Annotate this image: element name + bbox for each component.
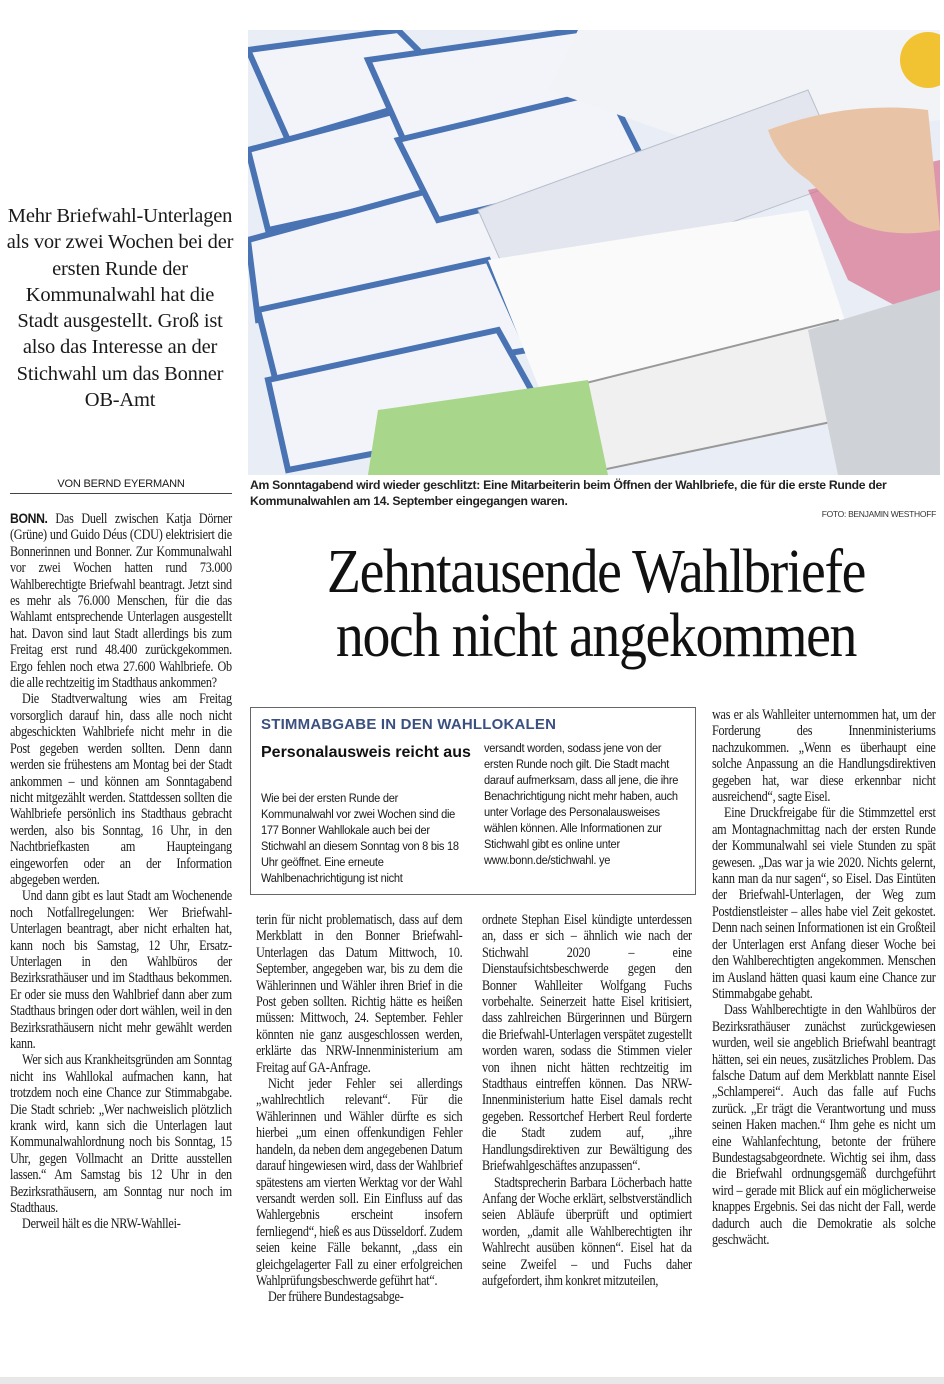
article-column-3 [482,912,692,1289]
teaser-text: Mehr Briefwahl-Unterlagen als vor zwei Wochen bei der ersten Runde der Kommunalwahl hat die Stadt ausgestellt. Groß ist also das Interesse an der Stichwahl um das Bonner OB-Amt [6,205,234,412]
paragraph: ordnete Stephan Eisel kündigte unterdessen an, dass er sich – ähnlich wie nach der Stichwahl 2020 – eine Dienstaufsichtsbeschwerde gegen den Bonner Wahlleiter Wolfgang Fuchs vorbehalte. Seinerzeit hatte Eisel kritisiert, dass zahlreichen Bürgerinnen und Bürgern die Briefwahl-Unterlagen verspätet zugestellt worden waren, sodass die Stimmen vieler von ihnen nicht hätten rechtzeitig im Stadthaus eintreffen können. Das NRW-Innenministerium hatte Eisel damals recht gegeben. Ressortchef Herbert Reul forderte die Stadt zudem auf, „ihre Handlungsdirektiven zur Bewältigung des Briefwahlgeschäftes anzupassen“. [482,912,692,1175]
paragraph: Die Stadtverwaltung wies am Freitag vorsorglich darauf hin, dass alle noch nicht abgeschickten Wahlbriefe nicht mehr in die Post gegeben werden sollten. Denn dann werden sie frühestens am Montag bei der Stadt ankommen – und können am Sonntagabend nicht mitgezählt werden. Stattdessen sollten die Wahlbriefe persönlich ins Stadthaus gebracht werden, also bis Sonntag, 16 Uhr, in den Nachtbriefkasten am Haupteingang eingeworfen oder an der Information abgegeben werden. [10,691,232,888]
photo-envelopes-image [248,30,940,475]
paragraph [10,511,232,691]
byline: VON BERND EYERMANN [10,478,232,494]
caption-text: Am Sonntagabend wird wieder geschlitzt: Eine Mitarbeiterin beim Öffnen der Wahlbriefe, die für die erste Runde der Kommunalwahlen am 14. September eingegangen waren. [250,478,887,508]
paragraph: Nicht jeder Fehler sei allerdings „wahlrechtlich relevant“. Für die Wählerinnen und Wähler dürfte es sich hierbei „um einen offenkundigen Fehler handeln, da neben dem angegebenen Datum darauf hingewiesen wird, dass der Wahlbrief spätestens am vierten Werktag vor der Wahl versandt werden soll. Ein Einfluss auf das Wahlergebnis erscheint insofern fernliegend“, hieß es aus Düsseldorf. Zudem seien keine Fälle bekannt, „dass ein gleichgelagerter Fall zu einer erfolgreichen Wahlprüfungsbeschwerde geführt hat“. [256,1076,463,1289]
paragraph-text: Das Duell zwischen Katja Dörner (Grüne) und Guido Déus (CDU) elektrisiert die Bonnerinnen und Bonner. Zur Kommunalwahl vor zwei Wochen hatten rund 73.000 Wahlberechtigte Briefwahl beantragt. Jetzt sind es mehr als 76.000 Menschen, für die das Wahlamt entsprechende Unterlagen ausgestellt hat. Davon sind laut Stadt allerdings bis zum Freitag erst rund 48.400 zurückgekommen. Ergo fehlen noch etwa 27.600 Wahlbriefe. Ob die alle rechtzeitig im Stadthaus ankommen? [10,511,232,692]
paragraph: Derweil hält es die NRW-Wahllei- [22,1216,181,1233]
info-box-subtitle: Personalausweis reicht aus [261,744,471,761]
paragraph: Dass Wahlberechtigte in den Wahlbüros der Bezirksrathäuser zunächst zurückgewiesen wurden, weil sie angeblich Briefwahl beantragt hätten, sei ein neues, zusätzliches Problem. Das falsche Datum auf dem Merkblatt nannte Eisel „Schlamperei“. Auch das falle auf Fuchs zurück. „Er trägt die Verantwortung und muss seinen Haken machen.“ Ihm gehe es nicht um eine Wahlanfechtung, betonte der frühere Bundestagsabgeordnete. Wichtig sei ihm, dass die Briefwahl ordnungsgemäß durchgeführt wird – gerade mit Blick auf ein möglicherweise knappes Ergebnis. Sei das nicht der Fall, werde dadurch auch die Demokratie als solche geschwächt. [712,1002,936,1248]
article-column-1 [10,511,232,1233]
info-box-body-2: versandt worden, sodass jene von der ersten Runde noch gilt. Die Stadt macht darauf aufmerksam, dass all jene, die ihre Benachrichtigung nicht mehr haben, auch unter Vorlage des Personalausweises wählen können. Alle Informationen zur Stichwahl gibt es online unter www.bonn.de/stichwahl. ye [484,741,679,867]
headline-line-1: Zehntausende Wahlbriefe [326,538,866,606]
info-box-title: STIMMABGABE IN DEN WAHLLOKALEN [261,716,557,733]
paragraph: terin für nicht problematisch, dass auf dem Merkblatt in den Bonner Briefwahl-Unterlagen das Datum Mittwoch, 10. September, angegeben war, bis zu dem die Wählerinnen und Wähler ihren Brief in die Post geben sollten. Richtig hätte es heißen müssen: Mittwoch, 24. September. Fehler könnten nie ganz ausgeschlossen werden, erklärte das NRW-Innenministerium am Freitag auf GA-Anfrage. [256,912,463,1076]
info-box-body-1: Wie bei der ersten Runde der Kommunalwahl vor zwei Wochen sind die 177 Bonner Wahllokale auch bei der Stichwahl an diesem Sonntag von 8 bis 18 Uhr geöffnet. Eine erneute Wahlbenachrichtigung ist nicht [261,791,459,885]
paragraph: Wer sich aus Krankheitsgründen am Sonntag nicht ins Wahllokal aufmachen kann, hat trotzdem noch eine Chance zur Stimmabgabe. Die Stadt schrieb: „Wer nachweislich plötzlich krank wird, kann sich die Unterlagen laut Kommunalwahlordnung noch bis Sonntag, 15 Uhr, gegen Vollmacht an Dritte ausstellen lassen.“ Am Samstag bis 12 Uhr in den Bezirksrathäusern, am Sonntag nur noch im Stadthaus. [10,1052,232,1217]
paragraph: Eine Druckfreigabe für die Stimmzettel erst am Montagnachmittag nach der ersten Runde der Kommunalwahl sei viele Stunden zu spät gewesen. „Das war ja wie 2020. Nichts gelernt, kann man da nur sagen“, so Eisel. Das Eintüten der Briefwahl-Unterlagen, der Weg zum Postdienstleister – alles habe viel Zeit gekostet. Denn nach seinen Informationen ist ein Großteil der Unterlagen erst Anfang dieser Woche bei den Wahlberechtigten angekommen. Menschen im Ausland hätten quasi kaum eine Chance zur Stimmabgabe gehabt. [712,805,936,1002]
photo-credit: FOTO: BENJAMIN WESTHOFF [821,509,936,519]
paragraph: Stadtsprecherin Barbara Löcherbach hatte Anfang der Woche erklärt, selbstverständlich seien Abläufe überprüft und optimiert worden, „damit alle Wahlberechtigten ihr Wahlrecht ausüben können“. Eisel hat da seine Zweifel – und Fuchs daher aufgefordert, ihm konkret mitzuteilen, [482,1174,692,1289]
dateline: BONN. [10,511,48,527]
headline [250,540,942,668]
headline-line-2: noch nicht angekommen [335,602,857,670]
paragraph: was er als Wahlleiter unternommen hat, um der Forderung des Innenministeriums nachzukommen. „Wenn es überhaupt eine solche Anpassung an die Handlungsdirektiven gegeben hat, war diese erkennbar nicht ausreichend“, sagte Eisel. [712,707,936,806]
page-bottom-border [0,1377,944,1384]
info-box [250,707,696,895]
article-column-4 [712,707,936,1248]
paragraph: Der frühere Bundestagsabge- [268,1289,404,1306]
article-photo [248,30,940,475]
article-column-2 [256,912,462,1306]
paragraph: Und dann gibt es laut Stadt am Wochenende noch Notfallregelungen: Wer Briefwahl-Unterlagen beantragt, aber nicht erhalten hat, kann noch bis Samstag, 12 Uhr, Ersatz-Unterlagen in den Wahlbüros der Bezirksrathäuser und im Stadthaus bekommen. Er oder sie muss den Wahlbrief dann aber zum Stadthaus bringen oder dort wählen, weil in den Bezirksrathäusern nicht mehr gewählt werden kann. [10,888,232,1052]
photo-caption [250,477,940,520]
